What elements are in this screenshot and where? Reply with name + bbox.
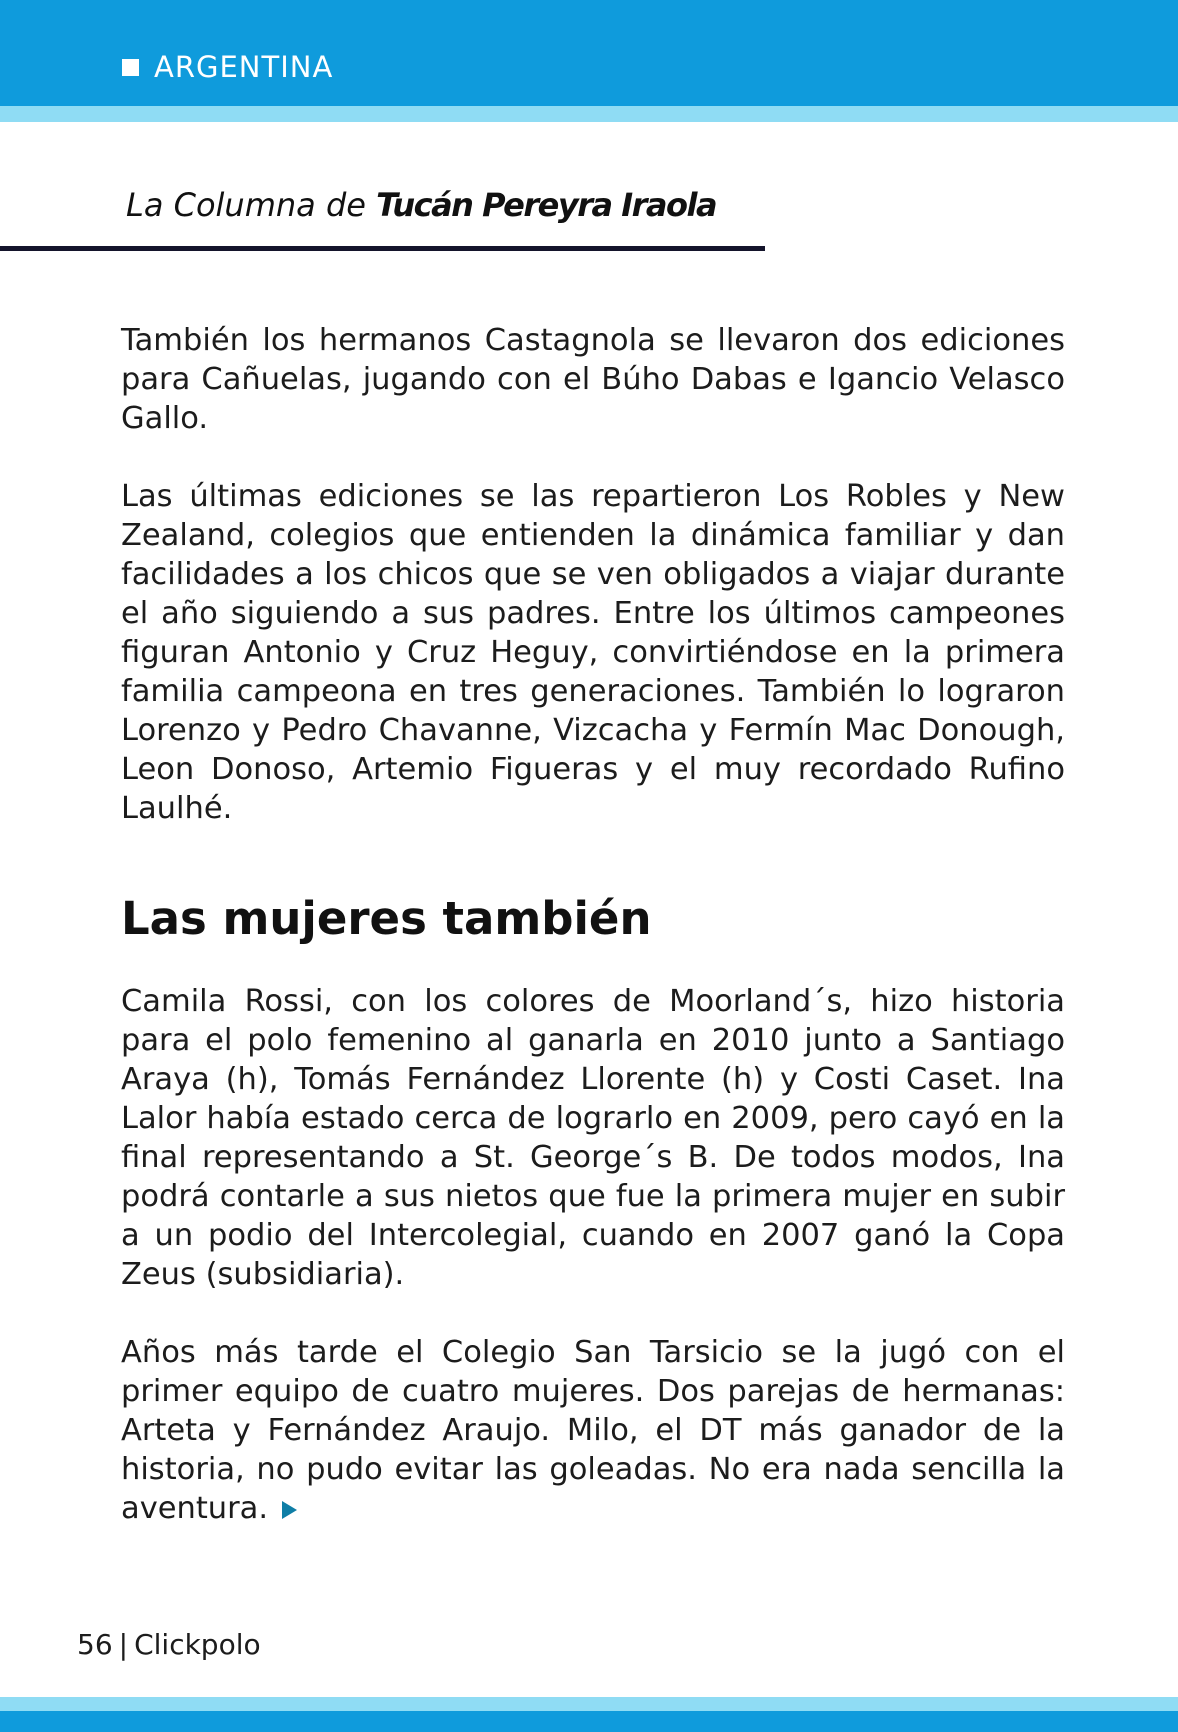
page-folio: [77, 1628, 261, 1661]
triangle-right-icon: [282, 1501, 297, 1519]
magazine-name: Clickpolo: [134, 1628, 261, 1661]
paragraph-camila-rossi: Camila Rossi, con los colores de Moorland´s, hizo historia para el polo femenino al ganarla en 2010 junto a Santiago Araya (h), Tomás Fernández Llorente (h) y Costi Caset. Ina Lalor había estado cerca de lograrlo en 2009, pero cayó en la final representando a St. George´s B. De todos modos, Ina podrá contarle a sus nietos que fue la primera mujer en subir a un podio del Intercolegial, cuando en 2007 ganó la Copa Zeus (subsidiaria).: [121, 984, 1065, 1292]
byline-prefix: La Columna de: [126, 186, 377, 224]
footer-band: [0, 1711, 1178, 1732]
paragraph-castagnola: También los hermanos Castagnola se llevaron dos ediciones para Cañuelas, jugando con el Búho Dabas e Igancio Velasco Gallo.: [121, 323, 1065, 436]
paragraph-last-editions: Las últimas ediciones se las repartieron Los Robles y New Zealand, colegios que entienden la dinámica familiar y dan facilidades a los chicos que se ven obligados a viajar durante el año siguiendo a sus padres. Entre los últimos campeones figuran Antonio y Cruz Heguy, convirtiéndose en la primera familia campeona en tres generaciones. También lo lograron Lorenzo y Pedro Chavanne, Vizcacha y Fermín Mac Donough, Leon Donoso, Artemio Figueras y el muy recordado Rufino Laulhé.: [121, 479, 1065, 826]
column-byline: [126, 186, 716, 224]
paragraph-san-tarsicio-text: Años más tarde el Colegio San Tarsicio se la jugó con el primer equipo de cuatro mujeres. Dos parejas de hermanas: Arteta y Fernández Araujo. Milo, el DT más ganador de la historia, no pudo evitar las goleadas. No era nada sencilla la aventura.: [121, 1335, 1065, 1526]
section-label: ARGENTINA: [154, 50, 334, 84]
page-number: 56: [77, 1628, 113, 1661]
square-icon: [122, 59, 139, 76]
paragraph-san-tarsicio: [121, 1333, 1065, 1528]
folio-separator: |: [118, 1628, 129, 1661]
byline-author: Tucán Pereyra Iraola: [376, 186, 717, 224]
footer-stripe: [0, 1697, 1178, 1711]
header-stripe: [0, 106, 1178, 122]
section-heading: Las mujeres también: [121, 892, 652, 945]
byline-rule: [0, 246, 765, 251]
section-tag: [122, 50, 333, 84]
